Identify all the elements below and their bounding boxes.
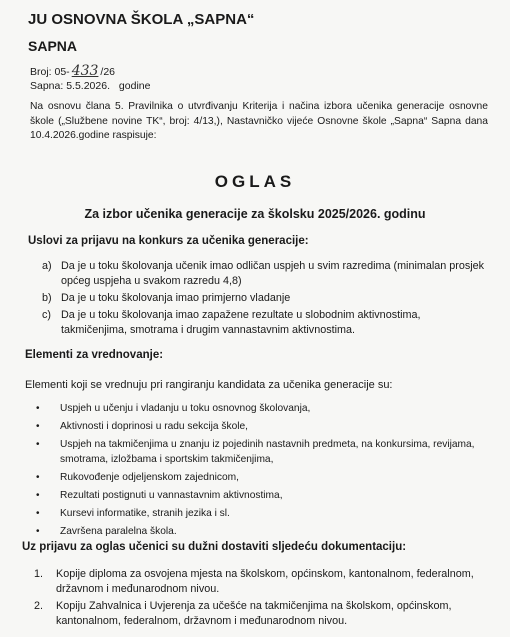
reference-number	[30, 63, 115, 79]
intro-paragraph: Na osnovu člana 5. Pravilnika o utvrđivanju Kriterija i načina izbora učenika generacije osnovne škole („Službene novine TK“, broj: 4/13,), Nastavničko vijeće Osnovne škole „Sapna“ Sapna dana 10.4.2026.godine raspisuje:	[30, 101, 488, 141]
date-suffix: godine	[118, 80, 151, 92]
list-item-text: Uspjeh u učenju i vladanju u toku osnovnog školovanja,	[60, 403, 311, 414]
list-item-text: Završena paralelna škola.	[60, 526, 177, 537]
page-subtitle: Za izbor učenika generacije za školsku 2025/2026. godinu	[84, 207, 426, 221]
evaluation-list	[36, 401, 486, 542]
list-marker: c)	[42, 309, 51, 321]
list-item	[28, 259, 488, 289]
bullet-icon: •	[36, 403, 40, 414]
date-label: Sapna:	[30, 80, 64, 92]
list-item	[36, 488, 486, 503]
bullet-icon: •	[36, 421, 40, 432]
list-item-text: Rukovođenje odjeljenskom zajednicom,	[60, 472, 239, 483]
evaluation-intro: Elementi koji se vrednuju pri rangiranju kandidata za učenika generacije su:	[25, 379, 393, 391]
list-item-text: Uspjeh na takmičenjima u znanju iz pojedinih nastavnih predmeta, na konkursima, revijama, smotrama, izložbama i sportskim takmičenjima,	[60, 439, 475, 465]
list-marker: b)	[42, 292, 52, 304]
list-item-text: Kopije diploma za osvojena mjesta na školskom, općinskom, kantonalnom, federalnom, državnom i međunarodnom nivou.	[56, 568, 474, 595]
conditions-list	[28, 259, 488, 340]
list-item-text: Rezultati postignuti u vannastavnim aktivnostima,	[60, 490, 283, 501]
list-item-text: Kopiju Zahvalnica i Uvjerenja za učešće na takmičenjima na školskom, općinskom, kantonalnom, federalnom, državnom i međunarodnom nivou.	[56, 600, 452, 627]
date-value: 5.5.2026.	[66, 80, 110, 92]
reference-prefix: Broj: 05-	[30, 66, 70, 78]
school-name: JU OSNOVNA ŠKOLA „SAPNA“	[28, 11, 255, 28]
list-item	[36, 506, 486, 521]
list-item	[36, 437, 486, 467]
page-title: OGLAS	[214, 172, 296, 191]
list-item	[28, 291, 488, 306]
list-item-text: Aktivnosti i doprinosi u radu sekcija škole,	[60, 421, 248, 432]
list-item	[36, 401, 486, 416]
bullet-icon: •	[36, 472, 40, 483]
bullet-icon: •	[36, 508, 40, 519]
list-marker: a)	[42, 260, 52, 272]
list-item-text: Da je u toku školovanja imao primjerno vladanje	[61, 292, 291, 304]
list-item	[36, 470, 486, 485]
evaluation-heading: Elementi za vrednovanje:	[25, 349, 164, 361]
bullet-icon: •	[36, 439, 40, 450]
list-item	[36, 524, 486, 539]
list-item	[36, 419, 486, 434]
list-item	[28, 308, 488, 338]
reference-suffix: /26	[100, 66, 116, 78]
conditions-heading: Uslovi za prijavu na konkurs za učenika generacije:	[28, 235, 309, 247]
list-item-text: Da je u toku školovanja učenik imao odličan uspjeh u svim razredima (minimalan prosjek općeg uspjeha u svakom razredu 4,8)	[61, 260, 485, 287]
list-item	[22, 567, 492, 597]
list-item-text: Kursevi informatike, stranih jezika i sl.	[60, 508, 230, 519]
list-marker: 2.	[34, 600, 44, 612]
bullet-icon: •	[36, 526, 40, 537]
list-marker: 1.	[34, 568, 44, 580]
list-item	[22, 599, 492, 629]
bullet-icon: •	[36, 490, 40, 501]
documentation-list	[22, 567, 492, 631]
city-name: SAPNA	[28, 38, 78, 54]
reference-handwritten-number: 433	[71, 63, 99, 79]
documentation-heading: Uz prijavu za oglas učenici su dužni dostaviti sljedeću dokumentaciju:	[22, 541, 407, 553]
list-item-text: Da je u toku školovanja imao zapažene rezultate u slobodnim aktivnostima, takmičenjima, smotrama i drugim vannastavnim aktivnostima.	[61, 309, 421, 336]
document-date	[30, 80, 150, 92]
